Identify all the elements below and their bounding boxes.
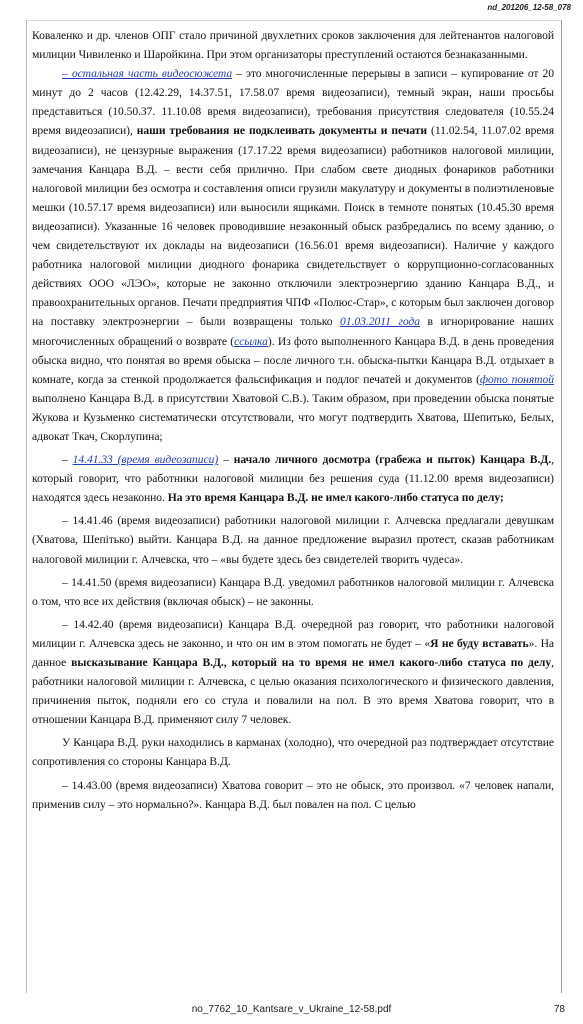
footer-filename: no_7762_10_Kantsare_v_Ukraine_12-58.pdf [191,1004,392,1015]
text-run: – 14.42.40 (время видеозаписи) Канцара В.Д. очередной раз говорит, что работники налоговой милиции г. Алчевска здесь не законно, и что он им в этом помогать не будет – « [32,617,554,650]
paragraph [32,511,554,568]
page-footer [0,1004,583,1018]
paragraph [32,450,554,507]
page-number: 78 [553,1004,565,1015]
text-run: – 14.43.00 (время видеозаписи) Хватова говорит – это не обыск, это произвол. «7 человек напали, применив силу – это нормально?». Канцара В.Д. был повален на пол. С целью [32,778,554,811]
text-run: , работники налоговой милиции г. Алчевска, с целью оказания психологического и физического давления, причинения пыток, подняли его со стула и повалили на пол. В это время Хватова говорит, что в отношении Канцара В.Д. применяют силу 7 человек. [32,656,554,727]
text-run: Коваленко и др. членов ОПГ стало причиной двухлетних сроков заключения для лейтенантов налоговой милиции Чивиленко и Шаройкина. При этом организаторы преступлений остаются безнаказанными. [32,29,554,62]
paragraph [32,615,554,730]
text-run: ). Из фото выполненного Канцара В.Д. в день проведения обыска видно, что понятая во время обыска – после личного т.н. обыска-пытки Канцара В.Д. отдыхает в комнате, когда за стенкой продолжается фальсификация и подлог печатей и документов ( [32,334,554,386]
text-run: ». На данное [32,636,554,669]
text-run: (11.02.54, 11.07.02 время видеозаписи), не цензурные выражения (17.17.22 время видеозаписи) работников налоговой милиции, замечания Канцара В.Д. – вести себя прилично. При слабом свете диодных фонариков работники налоговой милиции без осмотра и составления описи грузили макулатуру и документы в полиэтиленовые мешки (10.57.17 время видеозаписи) или выносили ящиками. Поиск в темноте понятых (10.45.30 время видеозаписи). Указанные 16 человек проводившие незаконный обыск разбредались по всему зданию, о чем свидетельствуют их доклады на видеозаписи (16.56.01 время видеозаписи). Наличие у каждого работника налоговой милиции диодного фонарика свидетельствует о коррупционно-согласованных действиях ООО «ЛЭО», которые не законно отключили электроэнергию зданию Канцара В.Д., и правоохранительных органов. Печати предприятия ЧПФ «Полюс-Стар», с которым был заключен договор на поставку электроэнергии – были возвращены только [32,124,554,329]
text-run: выполнено Канцара В.Д. в присутствии Хватовой С.В.). Таким образом, при проведении обыска понятые Жукова и Кузьменко систематически отсутствовали, что могут подтвердить Хватова, Шепитько, Белых, адвокат Ткач, Скорлупина; [32,391,554,443]
text-link[interactable]: 14.41.33 (время видеозаписи) [72,453,219,467]
document-id: nd_201206_12-58_078 [487,3,571,12]
paragraph [32,733,554,771]
text-run: У Канцара В.Д. руки находились в карманах (холодно), что очередной раз подтверждает отсутствие сопротивления со стороны Канцара В.Д. [32,736,554,769]
text-run: – 14.41.50 (время видеозаписи) Канцара В.Д. уведомил работников налоговой милиции г. Алчевска о том, что все их действия (включая обыск) – не законны. [32,575,554,608]
text-link[interactable]: ссылка [234,334,268,348]
paragraph [32,776,554,814]
text-run: в игнорирование наших многочисленных обращений о возврате ( [32,315,554,348]
paragraph [32,64,554,446]
bold-text: Я не буду вставать [430,636,529,650]
text-run: – [62,453,73,467]
paragraph [32,573,554,611]
text-run: , который говорит, что работники налоговой милиции без решения суда (11.12.00 время видеозаписи) находятся здесь незаконно. [32,453,554,505]
text-link[interactable]: 01.03.2011 года [340,315,420,329]
text-run: – [218,453,234,467]
bold-text: высказывание Канцара В.Д., который на то время не имел какого-либо статуса по делу [71,656,552,669]
bold-text: начало личного досмотра (грабежа и пыток) Канцара В.Д. [233,453,552,467]
bold-text: наши требования не подклеивать документы и печати [136,124,428,138]
text-link[interactable]: фото понятой [479,372,554,386]
paragraph [32,26,554,64]
text-run: – 14.41.46 (время видеозаписи) работники налоговой милиции г. Алчевска предлагали девушкам (Хватова, Шепітько) выйти. Канцара В.Д. на данное предложение выразил протест, сказав работникам налоговой милиции г. Алчевска, что – «вы будете здесь без свидетелей творить чудеса». [32,514,554,566]
text-run: – это многочисленные перерывы в записи – купирование от 20 минут до 2 часов (12.42.29, 14.37.51, 17.58.07 время видеозаписи), темный экран, наши просьбы представиться (10.50.37. 11.10.08 время видеозаписи), требования присутствия следователя (10.55.24 время видеозаписи), [32,67,554,138]
document-body [32,26,554,814]
text-link[interactable]: – остальная часть видеосюжета [62,67,233,81]
bold-text: На это время Канцара В.Д. не имел какого-либо статуса по делу; [167,491,504,505]
